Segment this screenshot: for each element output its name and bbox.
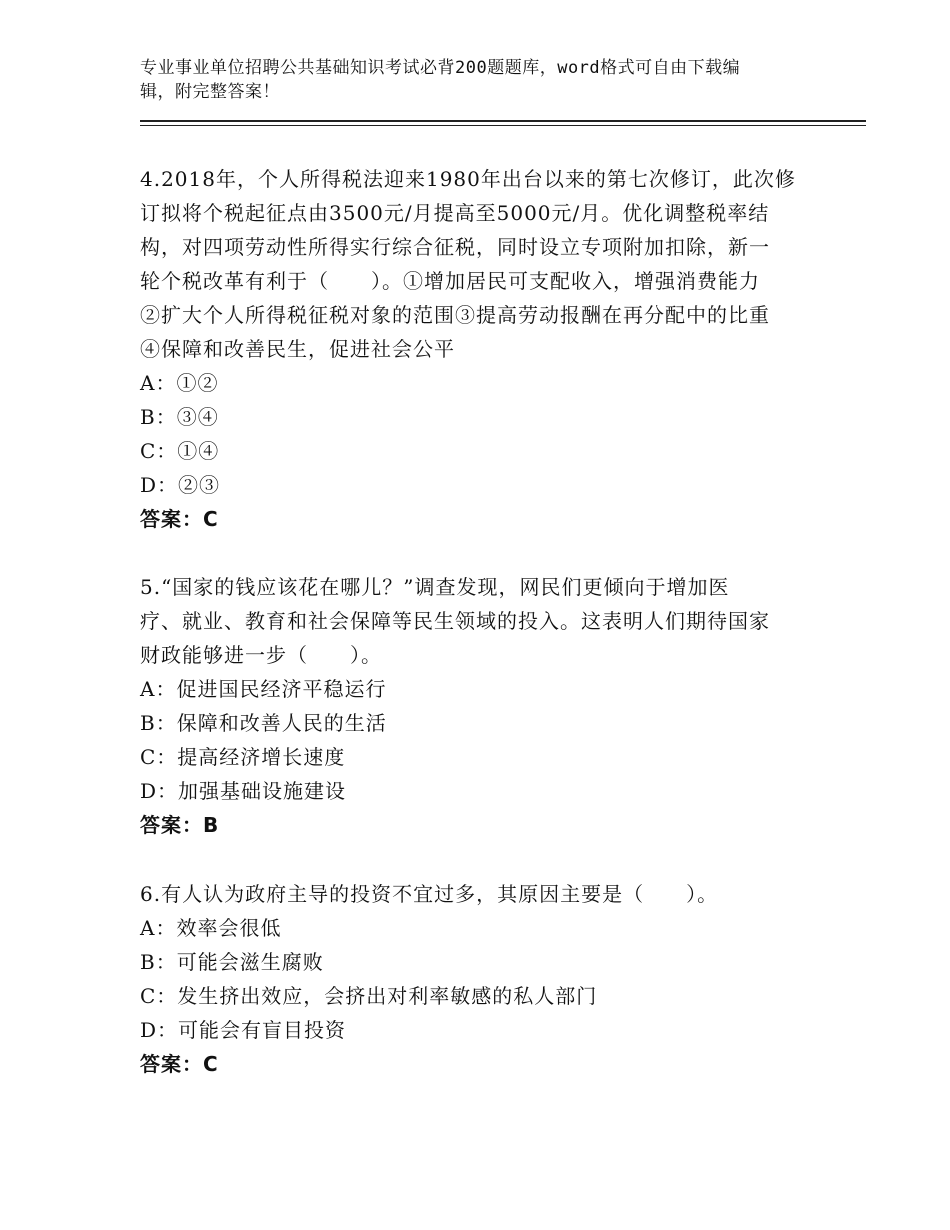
option-a: A：促进国民经济平稳运行 [140,677,387,701]
question-text-line: ②扩大个人所得税征税对象的范围③提高劳动报酬在再分配中的比重 [140,303,770,327]
question-4 [140,162,810,536]
option-d: D：可能会有盲目投资 [140,1018,347,1042]
option-c: C：①④ [140,439,220,463]
question-text-line: 5.“国家的钱应该花在哪儿？”调查发现，网民们更倾向于增加医 [140,575,730,599]
question-text-line: 6.有人认为政府主导的投资不宜过多，其原因主要是（ ）。 [140,882,719,906]
question-6 [140,877,810,1081]
document-header [140,56,790,104]
question-text-line: 财政能够进一步（ ）。 [140,643,382,667]
answer: 答案：C [140,507,219,531]
question-text-line: 轮个税改革有利于（ ）。①增加居民可支配收入，增强消费能力 [140,269,760,293]
header-divider-thin [140,125,866,126]
option-a: A：效率会很低 [140,916,282,940]
option-b: B：可能会滋生腐败 [140,950,324,974]
option-d: D：②③ [140,473,221,497]
option-b: B：保障和改善人民的生活 [140,711,387,735]
option-d: D：加强基础设施建设 [140,779,347,803]
question-text-line: 疗、就业、教育和社会保障等民生领域的投入。这表明人们期待国家 [140,609,770,633]
option-c: C：提高经济增长速度 [140,745,346,769]
question-text-line: 4.2018年，个人所得税法迎来1980年出台以来的第七次修订，此次修 [140,167,796,191]
question-5 [140,570,810,842]
header-divider-thick [140,120,866,122]
question-text-line: 订拟将个税起征点由3500元/月提高至5000元/月。优化调整税率结 [140,201,770,225]
question-text-line: ④保障和改善民生，促进社会公平 [140,337,455,361]
option-c: C：发生挤出效应，会挤出对利率敏感的私人部门 [140,984,598,1008]
option-b: B：③④ [140,405,219,429]
header-line-2: 辑，附完整答案！ [140,82,280,102]
answer: 答案：C [140,1052,219,1076]
header-line-1: 专业事业单位招聘公共基础知识考试必背200题题库，word格式可自由下载编 [140,58,741,78]
answer: 答案：B [140,813,220,837]
option-a: A：①② [140,371,219,395]
question-text-line: 构，对四项劳动性所得实行综合征税，同时设立专项附加扣除，新一 [140,235,770,259]
